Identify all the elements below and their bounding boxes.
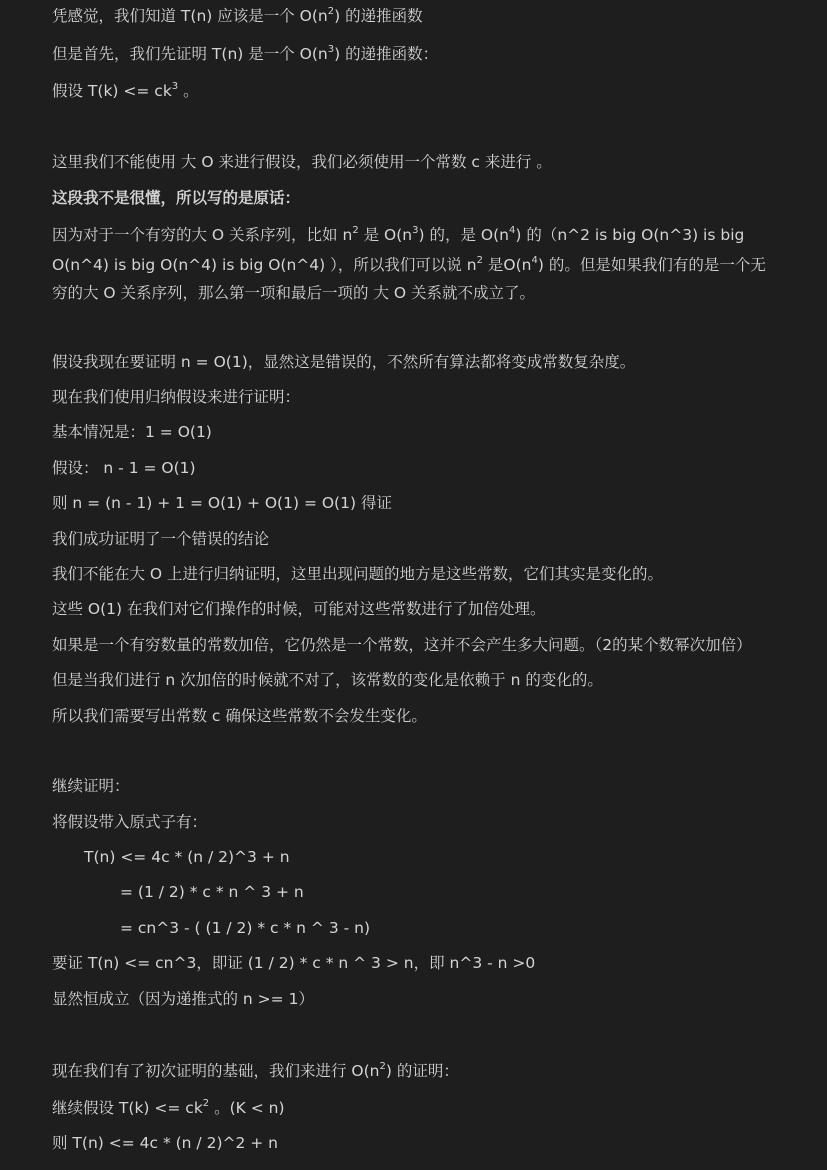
text-line: 但是当我们进行 n 次加倍的时候就不对了，该常数的变化是依赖于 n 的变化的。	[52, 671, 603, 689]
text-line: O(n^4) is big O(n^4) is big O(n^4) ），所以我们可以说 $n^2$ 是$O(n^4)$ 的。但是如果我们有的是一个无	[52, 255, 766, 274]
text-line: 现在我们使用归纳假设来进行证明：	[52, 388, 301, 406]
formula-line: = cn^3 - ( (1 / 2) * c * n ^ 3 - n)	[120, 919, 370, 937]
text-line: 但是首先，我们先证明 T(n) 是一个 $O(n^3)$ 的递推函数：	[52, 44, 439, 63]
text-line: 继续证明：	[52, 777, 130, 795]
text-line: 假设： n - 1 = O(1)	[52, 459, 196, 477]
text-line: 穷的大 O 关系序列，那么第一项和最后一项的 大 O 关系就不成立了。	[52, 284, 536, 302]
text-line: 假设 $T(k) <= ck^3$ 。	[52, 81, 199, 100]
text-line: 继续假设 $T(k) <= ck^2$ 。(K < n)	[52, 1098, 285, 1117]
text-line: 则 T(n) <= 4c * (n / 2)^2 + n	[52, 1134, 278, 1152]
text-line: 假设我现在要证明 n = O(1)，显然这是错误的，不然所有算法都将变成常数复杂度。	[52, 353, 636, 371]
formula-line: = (1 / 2) * c * n ^ 3 + n	[120, 883, 304, 901]
text-line: 所以我们需要写出常数 c 确保这些常数不会发生变化。	[52, 707, 427, 725]
text-line: 我们成功证明了一个错误的结论	[52, 530, 270, 548]
text-line: 则 n = (n - 1) + 1 = O(1) + O(1) = O(1) 得证	[52, 494, 392, 512]
formula-line: T(n) <= 4c * (n / 2)^3 + n	[84, 848, 290, 866]
text-line: 这里我们不能使用 大 O 来进行假设，我们必须使用一个常数 c 来进行 。	[52, 153, 552, 171]
text-line: 基本情况是：1 = O(1)	[52, 423, 212, 441]
text-line: 显然恒成立（因为递推式的 n >= 1）	[52, 990, 314, 1008]
text-line: 要证 T(n) <= cn^3，即证 (1 / 2) * c * n ^ 3 > n，即 n^3 - n >0	[52, 954, 536, 972]
bold-note: 这段我不是很懂，所以写的是原话：	[52, 189, 301, 207]
text-line: 因为对于一个有穷的大 O 关系序列，比如 $n^2$ 是 $O(n^3)$ 的，是 $O(n^4)$ 的（n^2 is big O(n^3) is big	[52, 225, 745, 244]
text-line: 现在我们有了初次证明的基础，我们来进行 $O(n^2)$ 的证明：	[52, 1061, 459, 1080]
text-line: 凭感觉，我们知道 T(n) 应该是一个 $O(n^2)$ 的递推函数	[52, 6, 423, 25]
text-line: 将假设带入原式子有：	[52, 813, 208, 831]
text-line: 这些 O(1) 在我们对它们操作的时候，可能对这些常数进行了加倍处理。	[52, 600, 546, 618]
text-line: 如果是一个有穷数量的常数加倍，它仍然是一个常数，这并不会产生多大问题。（2的某个数幂次加倍）	[52, 636, 752, 654]
text-line: 我们不能在大 O 上进行归纳证明，这里出现问题的地方是这些常数，它们其实是变化的。	[52, 565, 664, 583]
